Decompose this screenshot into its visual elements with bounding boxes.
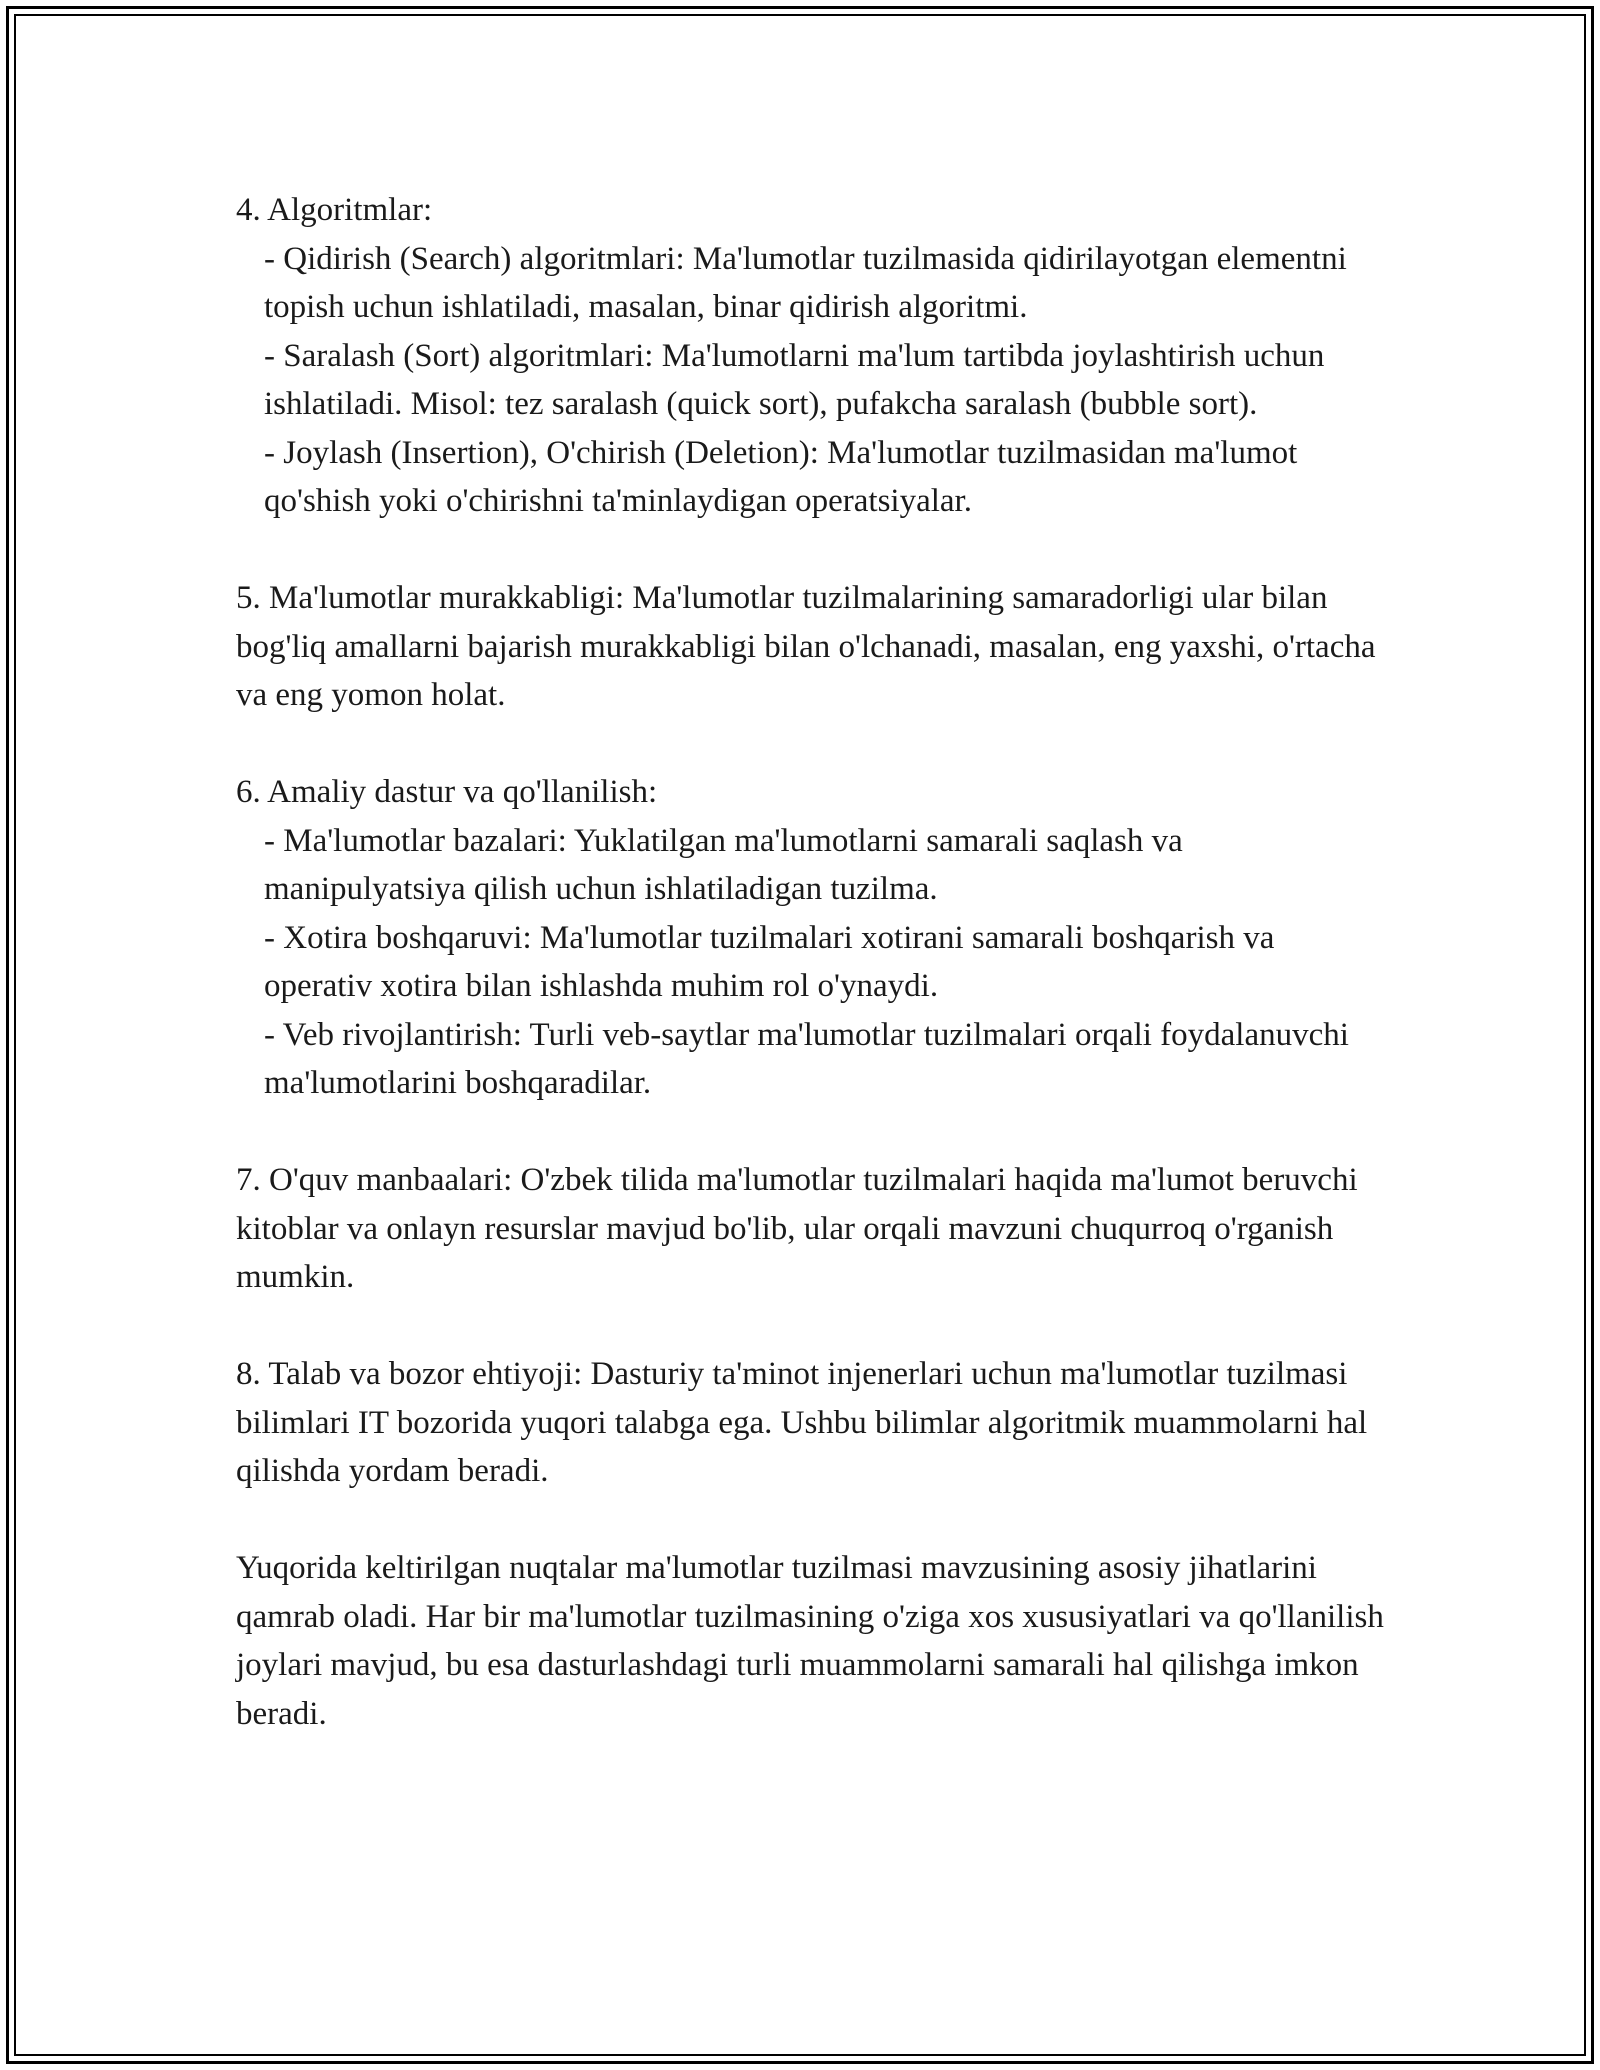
list-item-databases: - Ma'lumotlar bazalari: Yuklatilgan ma'lumotlarni samarali saqlash va manipulyatsiya qilish uchun ishlatiladigan tuzilma. [264, 822, 1183, 907]
list-item-search: - Qidirish (Search) algoritmlari: Ma'lumotlar tuzilmasida qidirilayotgan elementni topish uchun ishlatiladi, masalan, binar qidirish algoritmi. [264, 240, 1347, 325]
section-applications [236, 768, 1386, 1108]
list-item-memory: - Xotira boshqaruvi: Ma'lumotlar tuzilmalari xotirani samarali boshqarish va operativ xotira bilan ishlashda muhim rol o'ynaydi. [264, 919, 1275, 1004]
section-heading: 4. Algoritmlar: [236, 192, 433, 228]
conclusion [236, 1544, 1386, 1738]
section-complexity [236, 574, 1386, 720]
section-heading: 6. Amaliy dastur va qo'llanilish: [236, 774, 658, 810]
section-resources [236, 1156, 1386, 1302]
section-paragraph: 5. Ma'lumotlar murakkabligi: Ma'lumotlar tuzilmalarining samaradorligi ular bilan bog'liq amallarni bajarish murakkabligi bilan o'lchanadi, masalan, eng yaxshi, o'rtacha va eng yomon holat. [236, 580, 1376, 713]
conclusion-paragraph: Yuqorida keltirilgan nuqtalar ma'lumotlar tuzilmasi mavzusining asosiy jihatlarini qamrab oladi. Har bir ma'lumotlar tuzilmasining o'ziga xos xususiyatlari va qo'llanilish joylari mavjud, bu esa dasturlashdagi turli muammolarni samarali hal qilishga imkon beradi. [236, 1550, 1384, 1732]
list-item-insert-delete: - Joylash (Insertion), O'chirish (Deletion): Ma'lumotlar tuzilmasidan ma'lumot qo'shish yoki o'chirishni ta'minlaydigan operatsiyalar. [264, 434, 1298, 519]
list-item-sort: - Saralash (Sort) algoritmlari: Ma'lumotlarni ma'lum tartibda joylashtirish uchun ishlatiladi. Misol: tez saralash (quick sort), pufakcha saralash (bubble sort). [264, 337, 1325, 422]
section-algorithms [236, 186, 1386, 526]
section-paragraph: 8. Talab va bozor ehtiyoji: Dasturiy ta'minot injenerlari uchun ma'lumotlar tuzilmasi bilimlari IT bozorida yuqori talabga ega. Ushbu bilimlar algoritmik muammolarni hal qilishda yordam beradi. [236, 1356, 1368, 1489]
section-demand [236, 1350, 1386, 1496]
list-item-web: - Veb rivojlantirish: Turli veb-saytlar ma'lumotlar tuzilmalari orqali foydalanuvchi ma'lumotlarini boshqaradilar. [264, 1016, 1349, 1101]
document-body [236, 186, 1386, 1738]
section-paragraph: 7. O'quv manbaalari: O'zbek tilida ma'lumotlar tuzilmalari haqida ma'lumot beruvchi kitoblar va onlayn resurslar mavjud bo'lib, ular orqali mavzuni chuqurroq o'rganish mumkin. [236, 1162, 1358, 1295]
